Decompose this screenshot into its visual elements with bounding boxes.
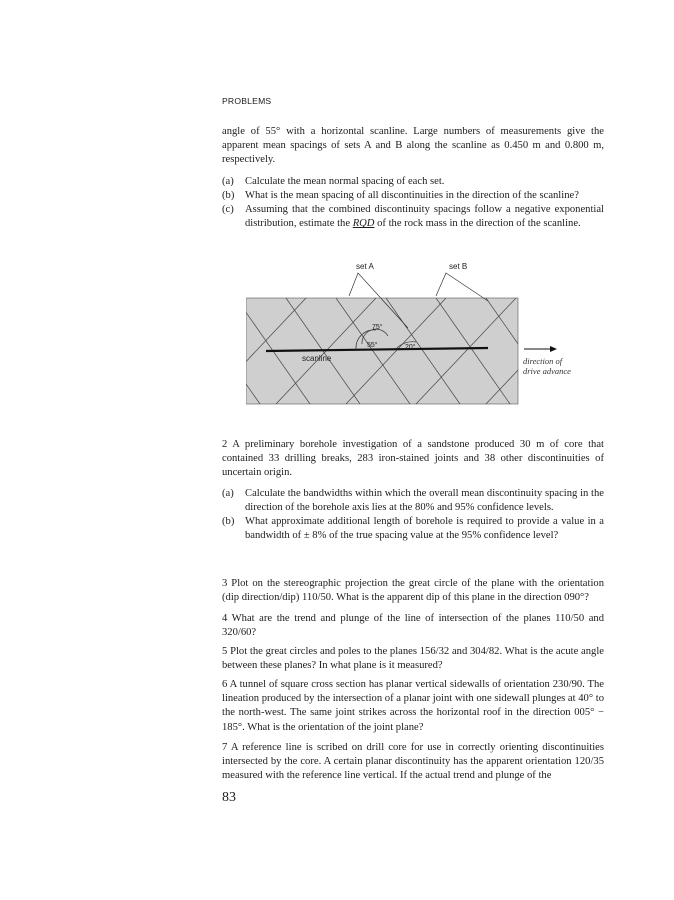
page-number: 83	[222, 790, 236, 805]
problem5-text: 5 Plot the great circles and poles to the planes 156/32 and 304/82. What is the acute angle between these planes? In what plane is it measured?	[222, 646, 604, 672]
item-text: What approximate additional length of borehole is required to provide a value in a bandwidth of ± 8% of the true spacing value at the 95% confidence level?	[245, 516, 604, 542]
problem1-item-c	[222, 203, 604, 231]
problem1-item-b	[222, 189, 604, 203]
set-b-pointer	[436, 273, 488, 301]
problem4	[222, 612, 604, 640]
item-text: What is the mean spacing of all discontinuities in the direction of the scanline?	[245, 189, 579, 201]
item-label: (a)	[222, 487, 234, 499]
item-label: (b)	[222, 516, 235, 528]
scanline-diagram	[246, 256, 586, 408]
problem1-continuation	[222, 125, 604, 231]
set-b-label: set B	[449, 262, 468, 271]
item-label: (a)	[222, 175, 234, 187]
direction-label-line1: direction of	[523, 356, 563, 366]
angle-75-label: 75°	[372, 324, 383, 331]
problem2-item-a	[222, 487, 604, 515]
item-label: (c)	[222, 204, 234, 216]
item-text: Calculate the bandwidths within which the overall mean discontinuity spacing in the direction of the borehole axis lies at the 80% and 95% confidence levels.	[245, 487, 604, 513]
item-label: (b)	[222, 189, 235, 201]
running-header: PROBLEMS	[222, 96, 272, 106]
problem1-intro: angle of 55° with a horizontal scanline. Large numbers of measurements give the apparent mean spacings of sets A and B along the scanline as 0.450 m and 0.800 m, respectively.	[222, 126, 604, 166]
problem1-item-a	[222, 175, 604, 189]
direction-arrow-head	[550, 346, 557, 352]
direction-label-line2: drive advance	[523, 366, 571, 376]
problem7-text: 7 A reference line is scribed on drill core for use in correctly orienting discontinuities intersected by the core. A certain planar discontinuity has the apparent orientation 120/35 measured with the reference line vertical. If the actual trend and plunge of the	[222, 742, 604, 782]
item-text: Calculate the mean normal spacing of each set.	[245, 175, 445, 187]
problem6-text: 6 A tunnel of square cross section has planar vertical sidewalls of orientation 230/90. The lineation produced by the intersection of a planar joint with one sidewall plunges at 40° to the north-west. The same joint strikes across the horizontal roof in the direction 005° − 185°. What is the orientation of the joint plane?	[222, 679, 604, 733]
angle-20-label: 20°	[405, 344, 416, 351]
problem7	[222, 741, 604, 784]
angle-55-label: 55°	[367, 342, 378, 349]
scanline-label: scanline	[302, 354, 332, 363]
rqd-term: RQD	[352, 218, 375, 230]
scanline-figure	[246, 256, 586, 408]
problem2-intro: 2 A preliminary borehole investigation of a sandstone produced 30 m of core that contained 33 drilling breaks, 283 iron-stained joints and 38 other discontinuities of uncertain origin.	[222, 439, 604, 479]
problem6	[222, 678, 604, 735]
problem5	[222, 645, 604, 673]
set-a-label: set A	[356, 262, 374, 271]
item-text-before: Assuming that the combined discontinuity spacings follow a negative exponential distribution, estimate the	[245, 204, 604, 230]
problem2-items	[222, 487, 604, 544]
item-text-after: of the rock mass in the direction of the scanline.	[374, 218, 581, 230]
problem3-text: 3 Plot on the stereographic projection the great circle of the plane with the orientation (dip direction/dip) 110/50. What is the apparent dip of this plane in the direction 090°?	[222, 578, 604, 604]
problem4-text: 4 What are the trend and plunge of the line of intersection of the planes 110/50 and 320/60?	[222, 613, 604, 639]
problem1-items	[222, 175, 604, 232]
problem2-item-b	[222, 515, 604, 543]
problem3	[222, 577, 604, 605]
problem2	[222, 438, 604, 543]
